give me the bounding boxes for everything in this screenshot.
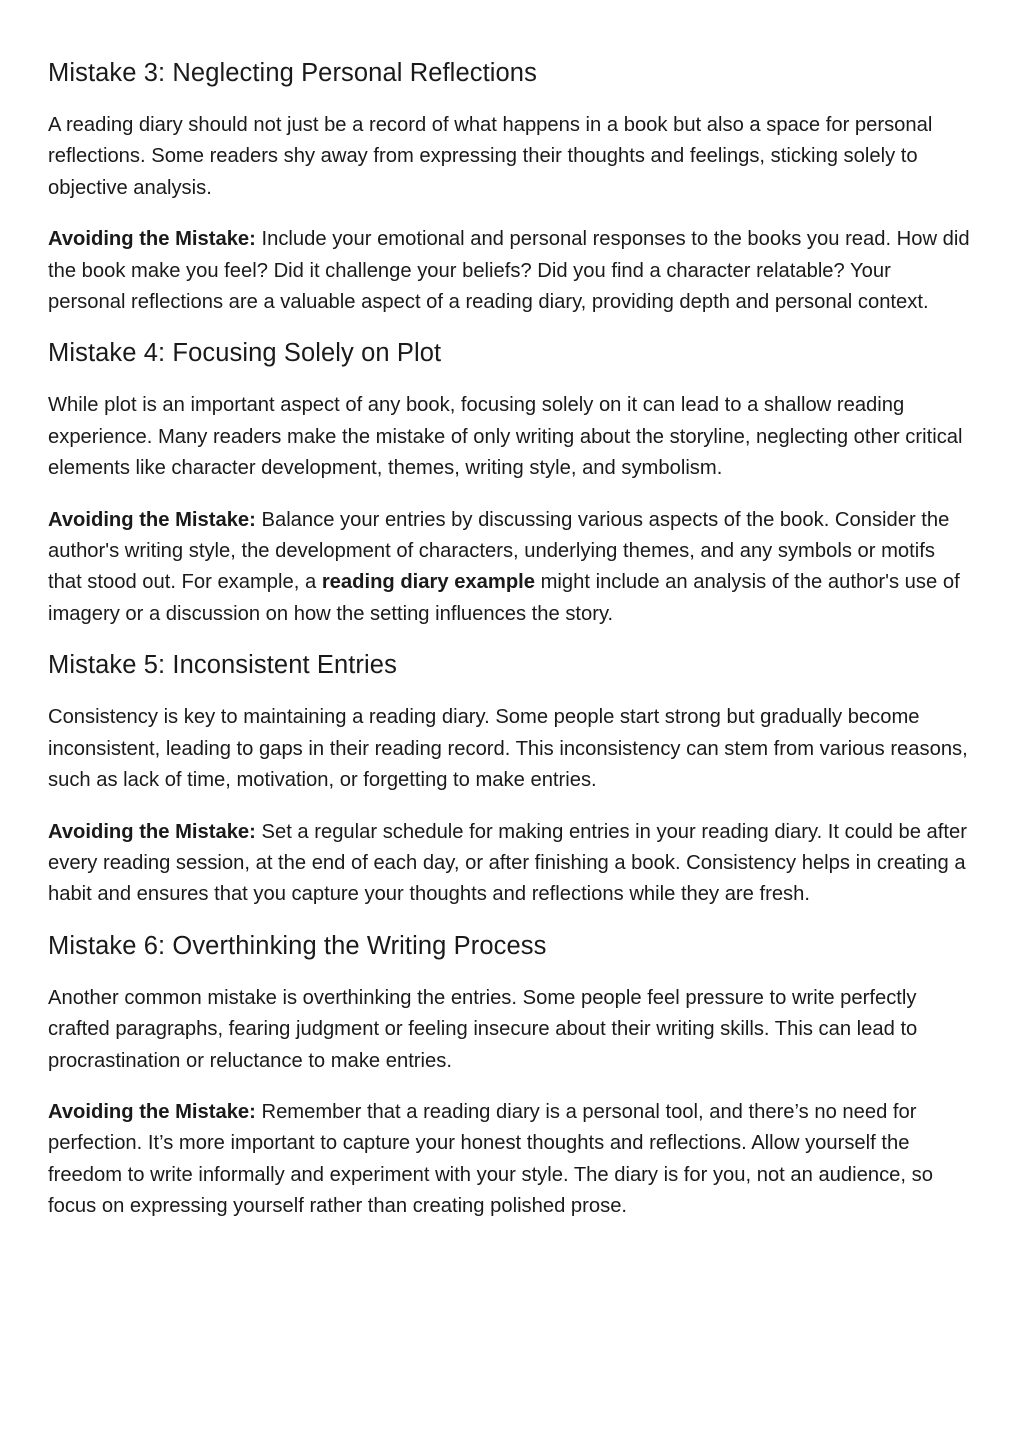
section-heading: Mistake 4: Focusing Solely on Plot [48,339,442,368]
avoidance-tip [48,817,972,911]
tip-text: Include your emotional and personal responses to the books you read. How did the book make you feel? Did it challenge your beliefs? Did you find a character relatable? Your personal reflections are a valuable aspect of a reading diary, providing depth and personal context. [48,228,970,314]
tip-label: Avoiding the Mistake: [48,1100,256,1123]
section-description: A reading diary should not just be a record of what happens in a book but also a space for personal reflections. Some readers shy away from expressing their thoughts and feelings, sticking solely to objective analysis. [48,114,933,199]
section-heading: Mistake 3: Neglecting Personal Reflections [48,59,537,87]
tip-label: Avoiding the Mistake: [48,508,256,531]
tip-text: Balance your entries by discussing various aspects of the book. Consider the author's writing style, the development of characters, underlying themes, and any symbols or motifs that stood out. For example, a [48,508,950,594]
section-mistake-6 [48,929,972,1223]
section-mistake-4 [48,336,972,630]
section-mistake-5 [48,648,972,910]
section-description: While plot is an important aspect of any book, focusing solely on it can lead to a shallow reading experience. Many readers make the mistake of only writing about the storyline, neglecting other critical elements like character development, themes, writing style, and symbolism. [48,394,963,480]
tip-text-continued: might include an analysis of the author's use of imagery or a discussion on how the setting influences the story. [48,571,960,625]
tip-label: Avoiding the Mistake: [48,228,256,251]
tip-label: Avoiding the Mistake: [48,820,256,843]
section-description: Another common mistake is overthinking the entries. Some people feel pressure to write perfectly crafted paragraphs, fearing judgment or feeling insecure about their writing skills. This can lead to procrastination or reluctance to make entries. [48,986,918,1072]
tip-emphasis: reading diary example [321,571,535,594]
section-description: Consistency is key to maintaining a reading diary. Some people start strong but gradually become inconsistent, leading to gaps in their reading record. This inconsistency can stem from various reasons, such as lack of time, motivation, or forgetting to make entries. [48,706,968,792]
avoidance-tip [48,1097,972,1223]
section-heading: Mistake 5: Inconsistent Entries [48,651,397,680]
tip-text: Set a regular schedule for making entries in your reading diary. It could be after every reading session, at the end of each day, or after finishing a book. Consistency helps in creating a habit and ensures that you capture your thoughts and reflections while they are fresh. [48,820,967,906]
section-mistake-3 [48,56,972,318]
tip-text: Remember that a reading diary is a personal tool, and there’s no need for perfection. It’s more important to capture your honest thoughts and reflections. Allow yourself the freedom to write informally and experiment with your style. The diary is for you, not an audience, so focus on expressing yourself rather than creating polished prose. [48,1100,933,1218]
avoidance-tip [48,505,972,631]
article-body [48,56,972,1243]
section-heading: Mistake 6: Overthinking the Writing Process [48,931,547,960]
avoidance-tip [48,224,972,318]
